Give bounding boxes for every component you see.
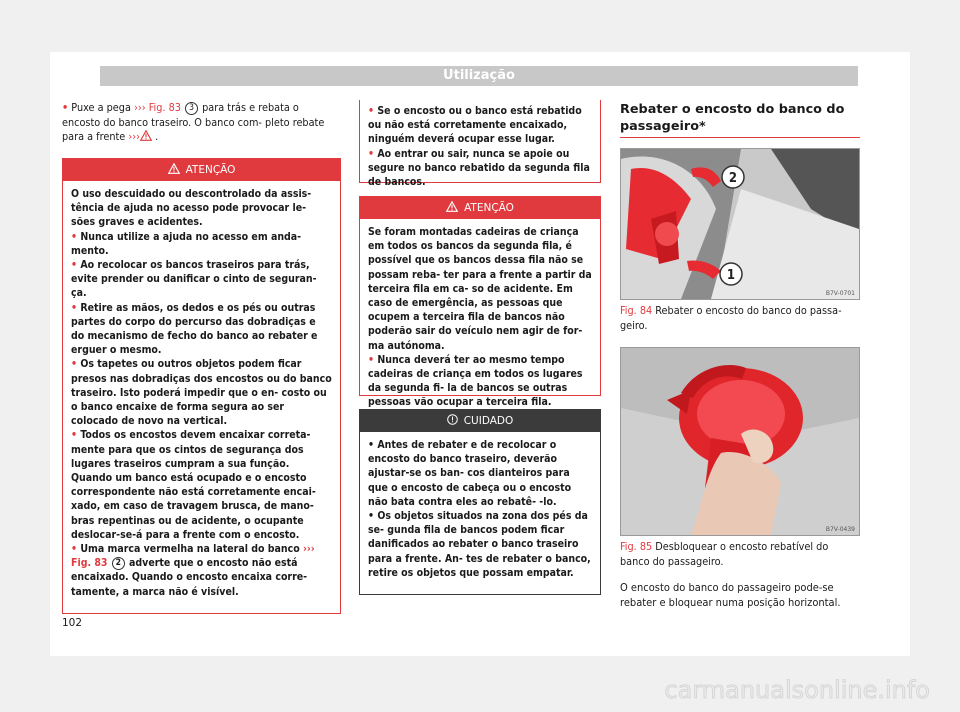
list-item: • Todos os encostos devem encaixar correta- mente para que os cintos de segurança dos lugares traseiros cumpram a sua função. Quando um banco está ocupado e o encosto correspondente não está corretamente encai- xado, em caso de travagem brusca, de mano- bras repentinas ou de acidente, o ocupante deslocar-se-á para a frente com o encosto. <box>71 429 316 541</box>
watermark-text: carmanualsonline.info <box>664 676 930 704</box>
figure-label: Fig. 85 <box>620 540 653 553</box>
list-item: • Se o encosto ou o banco está rebatido ou não está corretamente encaixado, ninguém deverá ocupar esse lugar. <box>368 105 582 146</box>
warning-triangle-icon[interactable] <box>140 130 152 141</box>
figure-84 <box>620 148 860 300</box>
list-item: • Os objetos situados na zona dos pés da se- gunda fila de bancos podem ficar danificados ao rebater o banco traseiro para a frente. An- tes de rebater o banco, retire os objetos que possam empatar. <box>368 510 591 579</box>
warning-header: ATENÇÃO <box>63 159 340 181</box>
release-lever-photo <box>621 348 859 535</box>
warning-header: ATENÇÃO <box>360 197 600 219</box>
warning-triangle-icon <box>446 201 458 212</box>
warning-box <box>62 158 341 614</box>
list-item: • Uma marca vermelha na lateral do banco ››› Fig. 83 2 adverte que o encosto não está encaixado. Quando o encosto encaixa corre- tamente, a marca não é visível. <box>71 543 315 598</box>
figure-85-caption: Fig. 85 Desbloquear o encosto rebatível do banco do passageiro. <box>620 540 829 568</box>
warning-triangle-icon <box>168 163 180 174</box>
ref-arrow: ››› <box>303 543 315 556</box>
warning-lead: O uso descuidado ou descontrolado da assis- tência de ajuda no acesso pode provocar le- sões graves e acidentes. <box>71 188 312 229</box>
list-item: • Retire as mãos, os dedos e os pés ou outras partes do corpo do percurso das dobradiças e do mecanismo de fecho do banco ao rebater e erguer o mesmo. <box>71 301 318 357</box>
list-item: • Os tapetes ou outros objetos podem ficar presos nas dobradiças dos encostos ou do banco traseiro. Isto poderá impedir que o en- costo ou o banco encaixe de forma segura ao ser colocado de novo na vertical. <box>71 358 332 428</box>
fig-link[interactable]: Fig. 83 <box>71 557 111 570</box>
title-divider <box>620 137 860 138</box>
callout-2: 2 <box>728 171 738 186</box>
figure-label: Fig. 84 <box>620 304 653 317</box>
figure-code: B7V-0439 <box>825 526 855 533</box>
list-item: • Ao entrar ou sair, nunca se apoie ou segure no banco rebatido da segunda fila de bancos. <box>368 147 590 189</box>
body-paragraph: O encosto do banco do passageiro pode-se rebater e bloquear numa posição horizontal. <box>620 581 841 609</box>
warning-lead: Se foram montadas cadeiras de criança em todos os bancos da segunda fila, é possível que os bancos dessa fila não se possam reba- ter para a frente a partir da terceira fila em ca- so de acidente. Em caso de emergência, as pessoas que ocupem a terceira fila de bancos não poderão sair do veículo nem agir de for- ma autónoma. <box>368 226 592 352</box>
page-number: 102 <box>62 617 83 629</box>
ref-arrow: ››› <box>128 130 141 144</box>
ref-arrow: ››› <box>134 101 146 114</box>
fig-link[interactable]: Fig. 83 <box>145 101 185 114</box>
warning-box-2 <box>359 196 601 409</box>
list-item: • Ao recolocar os bancos traseiros para trás, evite prender ou danificar o cinto de seguran- ça. <box>71 259 317 300</box>
list-item: • Antes de rebater e de recolocar o encosto do banco traseiro, deverão ajustar-se os ban- cos dianteiros para que o encosto de cabeça ou o encosto não bata contra eles ao rebatê- -lo. <box>368 439 572 508</box>
figure-84-caption: Fig. 84 Rebater o encosto do banco do passa- geiro. <box>620 304 842 332</box>
section-title: Rebater o encosto do banco do passageiro* <box>620 102 845 134</box>
watermark <box>0 672 960 708</box>
intro-paragraph: • Puxe a pega ››› Fig. 83 3 para trás e rebata o encosto do banco traseiro. O banco com- pleto rebate para a frente ››› . <box>62 101 325 144</box>
callout-number: 3 <box>185 102 198 115</box>
callout-1: 1 <box>726 268 736 283</box>
seat-photo <box>621 149 859 299</box>
warning-box-continued <box>359 100 601 189</box>
caution-box <box>359 409 601 595</box>
bullet-icon: • <box>62 101 69 114</box>
list-item: • Nunca deverá ter ao mesmo tempo cadeiras de criança em todos os lugares da segunda fi- la de bancos se outras pessoas vão ocupar a terceira fila. <box>368 353 583 409</box>
figure-85 <box>620 347 860 536</box>
callout-number: 2 <box>112 557 125 570</box>
list-item: • Nunca utilize a ajuda no acesso em anda- mento. <box>71 230 302 257</box>
caution-header: CUIDADO <box>360 410 600 432</box>
page-header: Utilização <box>100 66 858 86</box>
figure-code: B7V-0701 <box>825 290 855 297</box>
info-circle-icon <box>447 414 458 425</box>
